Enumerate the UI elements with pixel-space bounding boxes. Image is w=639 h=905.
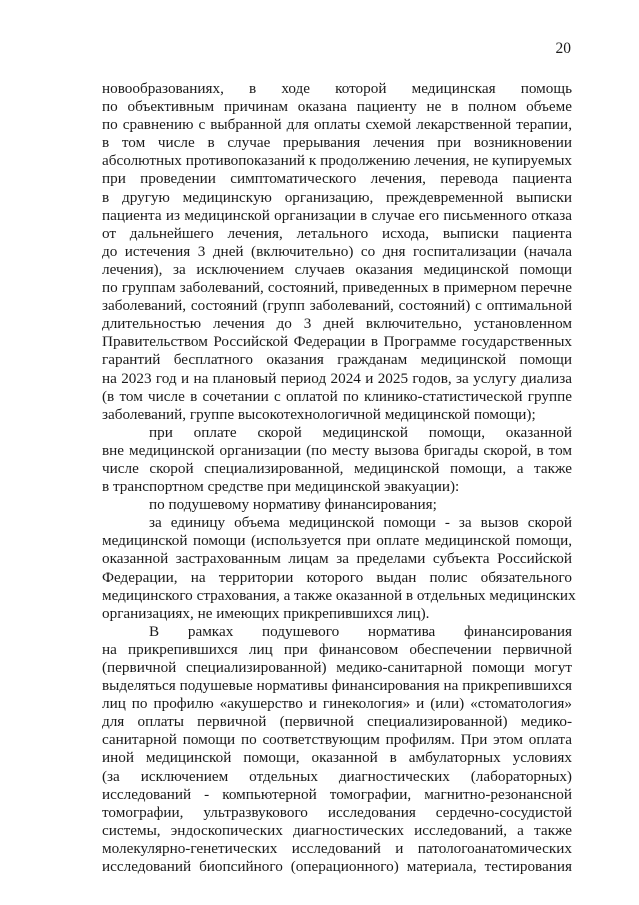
text-line: медицинского страхования, а также оказанной в отдельных медицинских [102, 586, 576, 604]
text-line: лиц по профилю «акушерство и гинекология» и (или) «стоматология» [102, 695, 572, 713]
text-line: по группам заболеваний, состояний, приведенных в примерном перечне [102, 279, 572, 297]
text-line: на прикрепившихся лиц при финансовом обеспечении первичной [102, 640, 572, 658]
text-line: абсолютных противопоказаний к продолжению лечения, не купируемых [102, 152, 572, 170]
text-line: по объективным причинам оказана пациенту не в полном объеме [102, 98, 572, 116]
text-line: гарантий бесплатного оказания гражданам медицинской помощи [102, 351, 572, 369]
text-line: для оплаты первичной (первичной специализированной) медико- [102, 713, 572, 731]
text-line: за единицу объема медицинской помощи - за вызов скорой [149, 514, 572, 532]
text-line: на 2023 год и на плановый период 2024 и 2025 годов, за услугу диализа [102, 369, 572, 387]
text-line: (первичной специализированной) медико-санитарной помощи могут [102, 659, 572, 676]
text-line: исследований биопсийного (операционного) материала, тестирования [102, 858, 572, 876]
text-line: исследований - компьютерной томографии, магнитно-резонансной [102, 785, 572, 803]
text-line: санитарной помощи по соответствующим профилям. При этом оплата [102, 731, 572, 749]
text-line: по подушевому нормативу финансирования; [149, 496, 437, 514]
text-line: числе скорой специализированной, медицинской помощи, а также [102, 459, 572, 477]
text-line: лечения), за исключением случаев оказания медицинской помощи [102, 260, 572, 278]
text-line: пациента из медицинской организации в случае его письменного отказа [102, 206, 572, 224]
text-line: по сравнению с выбранной для оплаты схемой лекарственной терапии, [102, 116, 572, 134]
text-line: организациях, не имеющих прикрепившихся лиц). [102, 604, 430, 622]
document-body [102, 80, 576, 876]
text-line: до истечения 3 дней (включительно) со дня госпитализации (начала [102, 242, 572, 260]
text-line: медицинской помощи (используется при оплате медицинской помощи, [102, 532, 572, 550]
text-line: в транспортном средстве при медицинской эвакуации): [102, 478, 460, 496]
text-line: заболеваний, группе высокотехнологичной медицинской помощи); [102, 405, 536, 423]
text-line: новообразованиях, в ходе которой медицинская помощь [102, 80, 572, 97]
text-line: при оплате скорой медицинской помощи, оказанной [149, 423, 572, 441]
text-line: молекулярно-генетических исследований и патологоанатомических [102, 839, 572, 857]
text-line: системы, эндоскопических диагностических исследований, а также [102, 821, 572, 839]
text-line: В рамках подушевого норматива финансирования [149, 622, 572, 640]
text-line: иной медицинской помощи, оказанной в амбулаторных условиях [102, 749, 572, 767]
text-line: длительностью лечения до 3 дней включительно, установленном [102, 315, 572, 333]
text-line: Федерации, на территории которого выдан полис обязательного [102, 568, 572, 586]
text-line: заболеваний, состояний (групп заболеваний, состояний) с оптимальной [102, 297, 572, 315]
text-line: Правительством Российской Федерации в Программе государственных [102, 333, 572, 351]
text-line: томографии, ультразвукового исследования сердечно-сосудистой [102, 803, 572, 821]
text-line: оказанной застрахованным лицам за пределами субъекта Российской [102, 550, 572, 568]
text-line: (за исключением отдельных диагностических (лабораторных) [102, 767, 572, 785]
text-line: вне медицинской организации (по месту вызова бригады скорой, в том [102, 441, 572, 459]
page-number: 20 [555, 40, 571, 57]
text-line: (в том числе в сочетании с оплатой по клинико-статистической группе [102, 387, 572, 405]
text-line: в том числе в случае прерывания лечения при возникновении [102, 134, 572, 152]
text-line: при проведении симптоматического лечения, перевода пациента [102, 170, 572, 188]
text-line: от дальнейшего лечения, летального исхода, выписки пациента [102, 224, 572, 242]
text-line: в другую медицинскую организацию, преждевременной выписки [102, 188, 572, 206]
text-line: выделяться подушевые нормативы финансирования на прикрепившихся [102, 677, 572, 695]
